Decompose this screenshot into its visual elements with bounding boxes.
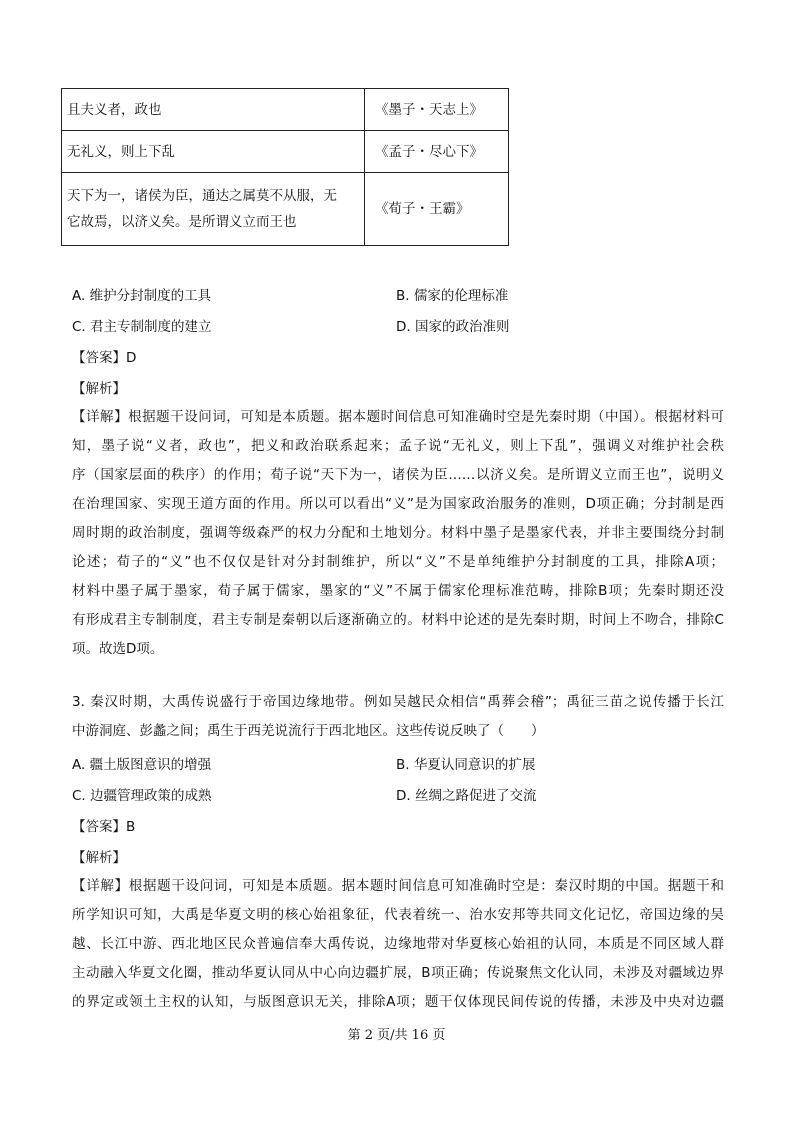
analysis-label: 【解析】 xyxy=(72,850,126,866)
detail-line: 【详解】根据题干设问词，可知是本质题。据本题时间信息可知准确时空是：秦汉时期的中国。据题干和 xyxy=(72,878,724,894)
option-a: A. 疆土版图意识的增强 xyxy=(72,757,212,773)
quote-cell xyxy=(62,173,365,246)
quote-cell: 无礼义，则上下乱 xyxy=(62,131,365,173)
detail-line: 越、长江中游、西北地区民众普遍信奉大禹传说，边缘地带对华夏核心始祖的认同，本质是不同区域人群 xyxy=(72,936,724,952)
q3-detail xyxy=(72,872,724,1017)
detail-line: 所学知识可知，大禹是华夏文明的核心始祖象征，代表着统一、治水安邦等共同文化记忆，帝国边缘的吴 xyxy=(72,907,724,923)
source-cell: 《孟子・尽心下》 xyxy=(365,131,509,173)
table-row xyxy=(62,173,509,246)
option-b: B. 华夏认同意识的扩展 xyxy=(396,757,536,773)
detail-line: 材料中墨子属于墨家，荀子属于儒家，墨家的“义”不属于儒家伦理标准范畴，排除B项；先秦时期还没 xyxy=(72,583,724,599)
detail-line: 知，墨子说“义者，政也”，把义和政治联系起来；孟子说“无礼义，则上下乱”，强调义对维护社会秩 xyxy=(72,438,724,454)
stem-line: 3. 秦汉时期，大禹传说盛行于帝国边缘地带。例如吴越民众相信“禹葬会稽”；禹征三苗之说传播于长江 xyxy=(72,694,724,710)
analysis-label: 【解析】 xyxy=(72,381,126,397)
quote-line: 它故焉，以济义矣。是所谓义立而王也 xyxy=(67,214,297,230)
detail-line: 有形成君主专制制度，君主专制是秦朝以后逐渐确立的。材料中论述的是先秦时期，时间上不吻合，排除C xyxy=(72,612,724,628)
option-b: B. 儒家的伦理标准 xyxy=(396,288,509,304)
option-c: C. 君主专制制度的建立 xyxy=(72,319,212,335)
source-cell: 《墨子・天志上》 xyxy=(365,89,509,131)
quote-line: 天下为一，诸侯为臣，通达之属莫不从服，无 xyxy=(67,188,337,204)
source-cell: 《荀子・王霸》 xyxy=(365,173,509,246)
q2-detail xyxy=(72,403,724,664)
table-row xyxy=(62,131,509,173)
answer-label: 【答案】D xyxy=(72,350,137,366)
detail-line: 在治理国家、实现王道方面的作用。所以可以看出“义”是为国家政治服务的准则，D项正确；分封制是西 xyxy=(72,496,724,512)
detail-line: 周时期的政治制度，强调等级森严的权力分配和土地划分。材料中墨子是墨家代表，并非主要围绕分封制 xyxy=(72,525,724,541)
q3-stem xyxy=(72,688,724,746)
detail-line: 项。故选D项。 xyxy=(72,641,164,657)
option-a: A. 维护分封制度的工具 xyxy=(72,288,212,304)
detail-line: 主动融入华夏文化圈，推动华夏认同从中心向边疆扩展，B项正确；传说聚焦文化认同，未涉及对疆域边界 xyxy=(72,965,724,981)
stem-line: 中游洞庭、彭蠡之间；禹生于西羌说流行于西北地区。这些传说反映了（ ） xyxy=(72,723,545,739)
quote-cell: 且夫义者，政也 xyxy=(62,89,365,131)
option-d: D. 丝绸之路促进了交流 xyxy=(396,788,537,804)
option-d: D. 国家的政治准则 xyxy=(396,319,510,335)
table-row xyxy=(62,89,509,131)
detail-line: 序（国家层面的秩序）的作用；荀子说“天下为一，诸侯为臣……以济义矣。是所谓义立而王也”，说明义 xyxy=(72,467,724,483)
page-footer: 第 2 页/共 16 页 xyxy=(347,1028,446,1043)
detail-line: 【详解】根据题干设问词，可知是本质题。据本题时间信息可知准确时空是先秦时期（中国）。根据材料可 xyxy=(72,409,724,425)
detail-line: 论述；荀子的“义”也不仅仅是针对分封制维护，所以“义”不是单纯维护分封制度的工具，排除A项； xyxy=(72,554,724,570)
detail-line: 的界定或领土主权的认知，与版图意识无关，排除A项；题干仅体现民间传说的传播，未涉及中央对边疆 xyxy=(72,994,724,1010)
option-c: C. 边疆管理政策的成熟 xyxy=(72,788,212,804)
quotes-table xyxy=(61,88,509,246)
answer-label: 【答案】B xyxy=(72,819,136,835)
